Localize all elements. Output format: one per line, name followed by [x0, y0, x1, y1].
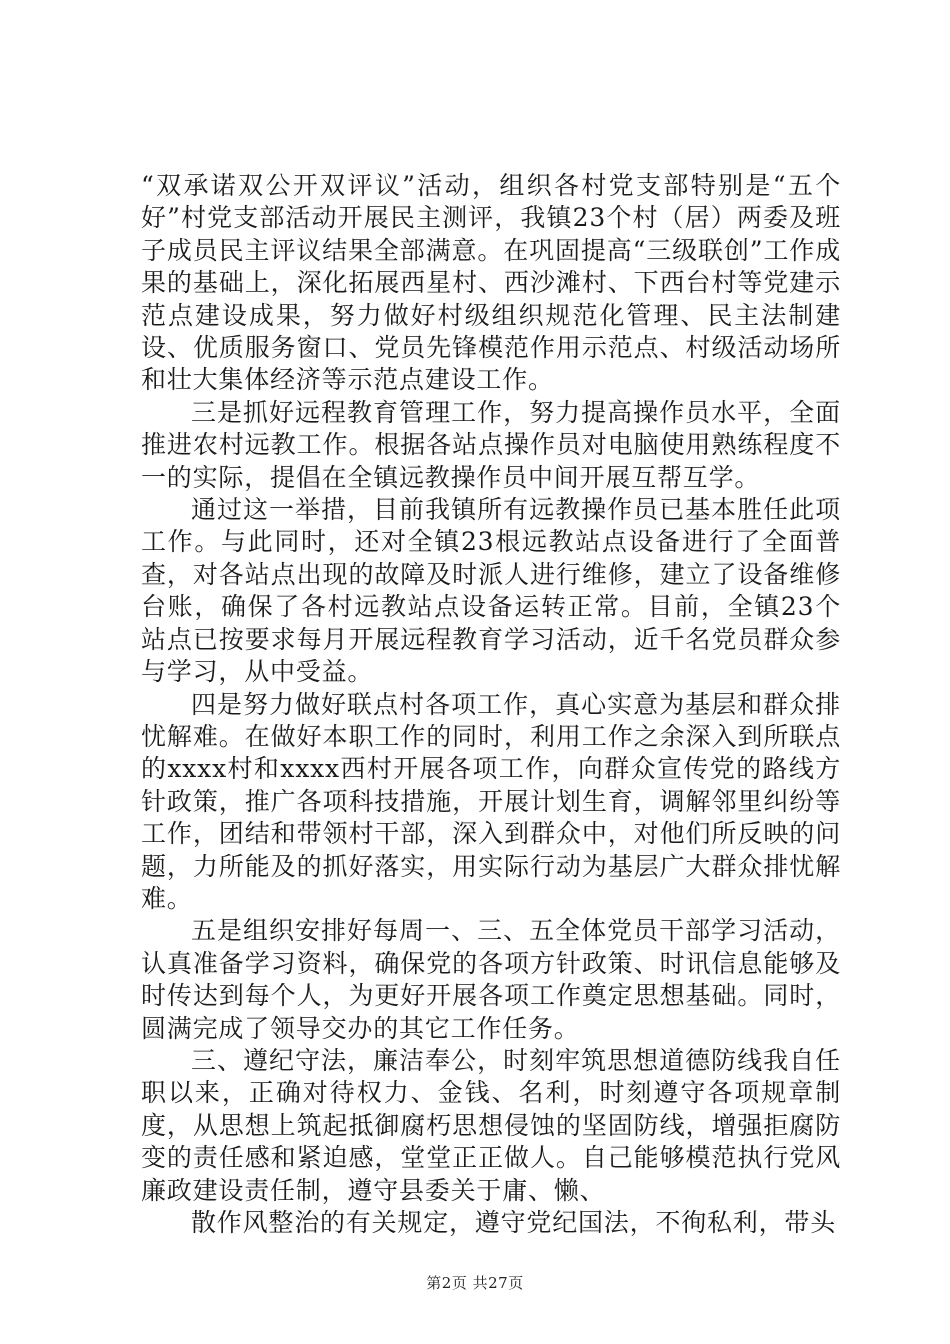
paragraph: 通过这一举措，目前我镇所有远教操作员已基本胜任此项工作。与此同时，还对全镇23根远教站点设备进行了全面普查，对各站点出现的故障及时派人进行维修，建立了设备维修台账，确保了各村远教站点设备运转正常。目前，全镇23个站点已按要求每月开展远程教育学习活动，近千名党员群众参与学习，从中受益。	[141, 495, 841, 687]
document-body	[141, 170, 841, 1239]
paragraph: 三是抓好远程教育管理工作，努力提高操作员水平，全面推进农村远教工作。根据各站点操作员对电脑使用熟练程度不一的实际，提倡在全镇远教操作员中间开展互帮互学。	[141, 397, 841, 492]
page-number-footer: 第2页 共27页	[426, 1274, 524, 1292]
paragraph: “双承诺双公开双评议”活动，组织各村党支部特别是“五个好”村党支部活动开展民主测评，我镇23个村（居）两委及班子成员民主评议结果全部满意。在巩固提高“三级联创”工作成果的基础上，深化拓展西星村、西沙滩村、下西台村等党建示范点建设成果，努力做好村级组织规范化管理、民主法制建设、优质服务窗口、党员先锋模范作用示范点、村级活动场所和壮大集体经济等示范点建设工作。	[141, 171, 841, 395]
paragraph: 五是组织安排好每周一、三、五全体党员干部学习活动，认真准备学习资料，确保党的各项方针政策、时讯信息能够及时传达到每个人，为更好开展各项工作奠定思想基础。同时，圆满完成了领导交办的其它工作任务。	[141, 916, 841, 1043]
paragraph: 三、遵纪守法，廉洁奉公，时刻牢筑思想道德防线我自任职以来，正确对待权力、金钱、名利，时刻遵守各项规章制度，从思想上筑起抵御腐朽思想侵蚀的坚固防线，增强拒腐防变的责任感和紧迫感，堂堂正正做人。自己能够模范执行党风廉政建设责任制，遵守县委关于庸、懒、	[141, 1045, 841, 1205]
paragraph: 散作风整治的有关规定，遵守党纪国法，不徇私利，带头	[191, 1208, 837, 1237]
paragraph: 四是努力做好联点村各项工作，真心实意为基层和群众排忧解难。在做好本职工作的同时，利用工作之余深入到所联点的xxxx村和xxxx西村开展各项工作，向群众宣传党的路线方针政策，推广各项科技措施，开展计划生育，调解邻里纠纷等工作，团结和带领村干部，深入到群众中，对他们所反映的问题，力所能及的抓好落实，用实际行动为基层广大群众排忧解难。	[141, 689, 841, 913]
